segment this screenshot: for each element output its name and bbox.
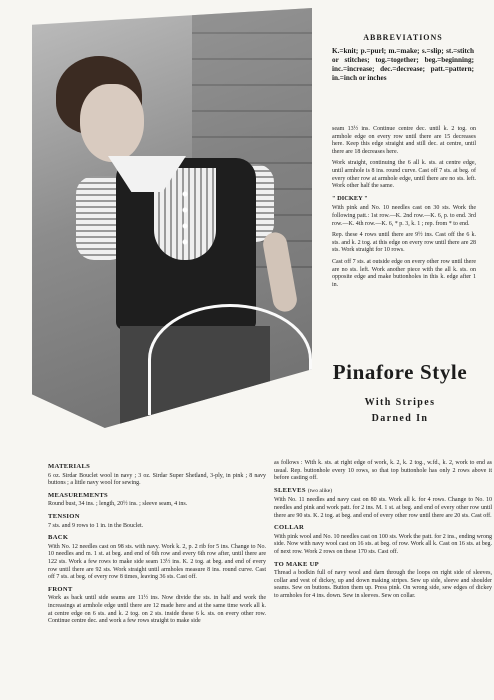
collar-text: With pink wool and No. 10 needles cast on 100 sts. Work the patt. for 2 ins., ending wrong side. Now with navy wool cast on 16 sts. at beg. of row. Work all k. Cast on 16 sts. at beg. of next row. Work 2 rows on these 170 sts. Cast off.	[274, 533, 492, 555]
back-heading: BACK	[48, 534, 69, 542]
front-armhole-text: Work straight, continuing the 6 all k. sts. at centre edge, until armhole is 8 ins. round curve. Cast off 7 sts. at beg. of every other row at armhole edge, until there are no sts. left. Work other half the same.	[332, 160, 476, 190]
wire-chair	[148, 304, 312, 415]
sleeves-note: (two alike)	[307, 487, 333, 494]
front-heading: FRONT	[48, 585, 73, 593]
measurements-text: Round bust, 34 ins. ; length, 20½ ins. ; sleeve seam, 4 ins.	[48, 501, 188, 508]
dickey-buttons	[182, 186, 188, 252]
pattern-title: Pinafore Style	[332, 360, 468, 384]
dickey-pattern-text: With pink and No. 10 needles cast on 30 sts. Work the following patt.: 1st row.—K. 2nd row.—K. 6, p. to end. 3rd row.—K. 4th row.—K. 6, * p. 3, k. 1 ; rep. from * to end.	[332, 205, 476, 227]
subtitle-line-1: With Stripes	[364, 397, 436, 408]
tension-text: 7 sts. and 9 rows to 1 in. in the Bouclet.	[48, 522, 144, 529]
model-photograph	[32, 8, 312, 428]
abbreviations-box	[332, 34, 474, 83]
front-continued-text: seam 13½ ins. Continue centre dec. until k. 2 tog. on armhole edge on every row until there are 15 decreases here. Keep this edge straight and still dec. at centre, until there are 18 decreases here.	[332, 126, 476, 155]
dickey-heading: " DICKEY "	[332, 194, 368, 202]
back-text: With No. 12 needles cast on 98 sts. with navy. Work k. 2, p. 2 rib for 5 ins. Change to No. 10 needles and m. 1 st. at beg. and end of 6th row and every 6th row after, until there are 122 sts. Work a few rows to make side seam 13½ ins. K. 2 tog. at beg. and end of every row until there are 92 sts. Work straight until armholes measure 8 ins. round curve. Cast off 7 sts. at beg. of every row 8 times, leaving 36 sts. Cast off.	[48, 543, 266, 581]
materials-text: 6 oz. Sirdar Bouclet wool in navy ; 3 oz. Sirdar Super Shetland, 3-ply, in pink ; 8 navy buttons ; a little navy wool for sewing.	[48, 472, 266, 487]
sleeves-heading	[274, 487, 492, 496]
dickey-repeat-text: Rep. these 4 rows until there are 9½ ins. Cast off the 6 k. sts. and k. 2 tog. at this edge on every row until there are 28 sts. Work straight for 10 rows.	[332, 232, 476, 254]
pattern-subtitle	[312, 395, 488, 427]
upper-instructions-column	[332, 126, 476, 293]
buttonhole-text: as follows : With k. sts. at right edge of work, k. 2, k. 2 tog., w.fd., k. 2, work to end as usual. Rep. buttonhole every 10 rows, so that top buttonhole has only 2 rows above it before casting off.	[274, 460, 492, 482]
sleeves-text: With No. 11 needles and navy cast on 80 sts. Work all k. for 4 rows. Change to No. 10 needles and pink and work patt. for 2 ins. M. 1 st. at beg. and end of every other row until there are 90 sts. K. 2 tog. at beg. and end of every other row until there are 20 sts. Cast off.	[274, 497, 492, 519]
abbreviations-heading: ABBREVIATIONS	[363, 33, 443, 42]
materials-heading: MATERIALS	[48, 463, 91, 470]
front-text: Work as back until side seams are 11½ ins. Now divide the sts. in half and work the increasings at armhole edge until there are 12 made here and at the same time work all k. at centre edge on 6 sts. and k. 2 tog. on 2 sts. inside these 6 k. sts. on every other row. Continue centre dec. and work a few rows straight to make side	[48, 595, 266, 625]
model-face	[80, 84, 144, 162]
pattern-title-block	[312, 360, 488, 427]
tension-heading: TENSION	[48, 512, 80, 520]
dickey-cast-off-text: Cast off 7 sts. at outside edge on every other row until there are no sts. left. Work another piece with the all k. sts. on opposite edge and make buttonholes in this k. edge after 1 in.	[332, 258, 476, 288]
make-up-text: Thread a bodkin full of navy wool and darn through the loops on right side of sleeves, collar and vest of dickey, up and down making stripes. Sew up side, sleeve and shoulder seams. Sew on buttons. Button them up. Press pink. On wrong side, sew edges of dickey to armholes for 4 ins. down. Sew in sleeves. Sew on collar.	[274, 570, 492, 599]
subtitle-line-2: Darned In	[371, 413, 429, 424]
make-up-heading: TO MAKE UP	[274, 560, 320, 568]
collar-heading: COLLAR	[274, 524, 305, 532]
instructions-column-left	[48, 460, 266, 630]
abbreviations-text: K.=knit; p.=purl; m.=make; s.=slip; st.=stitch or stitches; tog.=together; beg.=beginning; inc.=increase; dec.=decrease; patt.=pattern; in.=inch or inches	[332, 46, 474, 82]
sleeves-heading-text: SLEEVES	[274, 486, 306, 494]
measurements-heading: MEASUREMENTS	[48, 491, 109, 499]
instructions-column-right	[274, 460, 492, 605]
